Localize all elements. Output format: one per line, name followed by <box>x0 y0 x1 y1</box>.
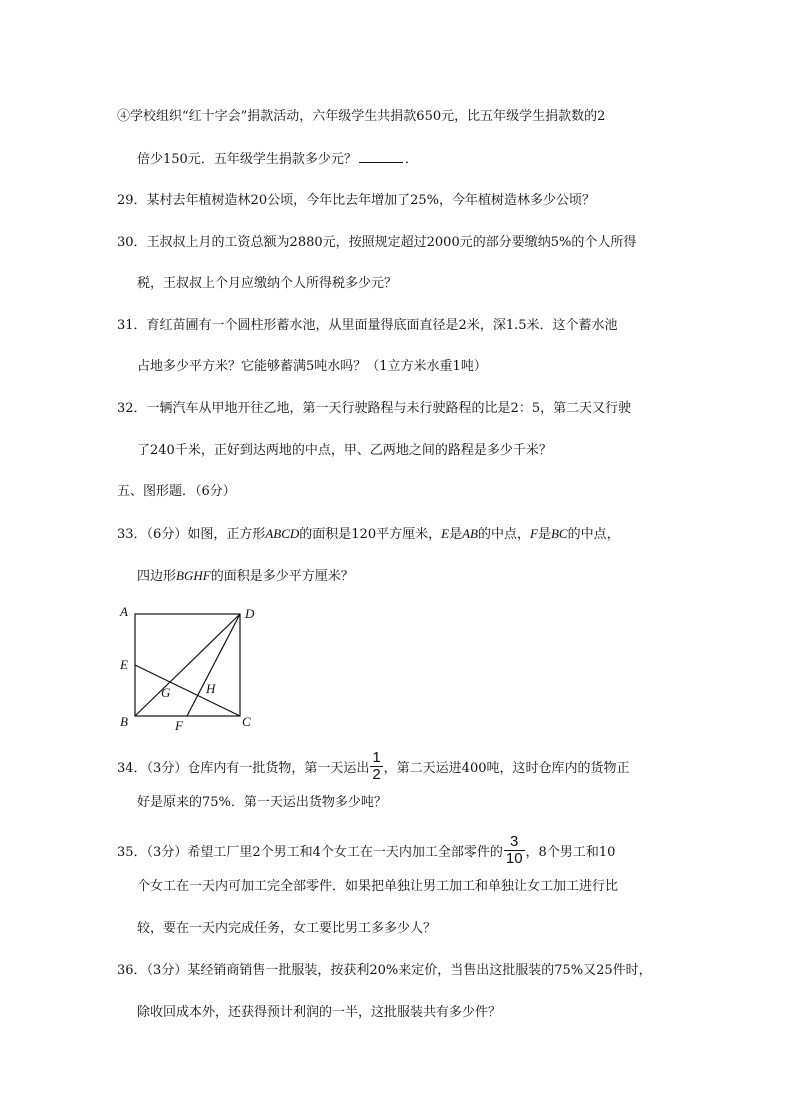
question-text: 34．（3分）仓库内有一批货物，第一天运出 <box>117 761 370 776</box>
section-five-title: 五、图形题．（6分） <box>117 484 236 499</box>
question-text: ，第二天运进400吨，这时仓库内的货物正 <box>383 761 630 776</box>
math-variable: AB <box>462 526 478 541</box>
fraction-denominator: 2 <box>372 766 381 783</box>
question-text: 的中点， <box>477 527 530 542</box>
question-30-line1: 30．王叔叔上月的工资总额为2880元，按照规定超过2000元的部分要缴纳5%的个人所得 <box>117 235 637 250</box>
question-text: 的中点， <box>567 527 620 542</box>
question-32-line2: 了240千米，正好到达两地的中点，甲、乙两地之间的路程是多少千米？ <box>137 443 552 458</box>
label-g: G <box>161 685 171 700</box>
math-variable: BGHF <box>176 568 211 583</box>
fraction <box>370 750 382 783</box>
question-prev4-line2 <box>137 150 418 169</box>
question-35-line3: 较，要在一天内完成任务，女工要比男工多多少人？ <box>137 921 437 936</box>
line-ec <box>135 665 240 716</box>
question-text: 是 <box>537 527 551 542</box>
label-f: F <box>175 718 183 733</box>
label-c: C <box>242 714 251 729</box>
square-figure <box>110 600 270 740</box>
question-29-line1: 29．某村去年植树造林20公顷，今年比去年增加了25%，今年植树造林多少公顷？ <box>117 193 595 208</box>
question-33-line2 <box>137 567 354 586</box>
question-35-line2: 个女工在一天内可加工完全部零件．如果把单独让男工加工和单独让女工加工进行比 <box>137 879 619 894</box>
question-31-line1: 31．育红苗圃有一个圆柱形蓄水池，从里面量得底面直径是2米，深1.5米．这个蓄水池 <box>117 318 618 333</box>
question-text: 倍少150元．五年级学生捐款多少元？ <box>137 152 357 167</box>
question-text: 是 <box>449 527 463 542</box>
label-a: A <box>120 604 128 619</box>
answer-blank <box>359 150 403 163</box>
question-36-line2: 除收回成本外，还获得预计利润的一半，这批服装共有多少件？ <box>137 1005 502 1020</box>
label-e: E <box>120 657 128 672</box>
question-text: 的面积是120平方厘米， <box>299 527 442 542</box>
fraction-numerator: 3 <box>510 833 519 850</box>
math-variable: F <box>529 526 538 541</box>
fraction-denominator: 10 <box>505 850 523 867</box>
question-36-line1: 36．（3分）某经销商销售一批服装，按获利20%来定价，当售出这批服装的75%又25件时， <box>117 963 652 978</box>
question-34-line1 <box>117 749 630 785</box>
question-32-line1: 32．一辆汽车从甲地开往乙地，第一天行驶路程与未行驶路程的比是2：5，第二天又行驶 <box>117 401 632 416</box>
question-30-line2: 税，王叔叔上个月应缴纳个人所得税多少元？ <box>137 276 398 291</box>
line-bd <box>135 614 240 716</box>
label-h: H <box>206 681 216 696</box>
question-33-line1 <box>117 525 620 544</box>
label-b: B <box>120 714 128 729</box>
question-text: 33．（6分）如图，正方形 <box>117 527 266 542</box>
line-fd <box>187 614 240 716</box>
fraction <box>504 834 525 867</box>
question-text: ． <box>404 152 418 167</box>
math-variable: E <box>441 526 450 541</box>
math-variable: ABCD <box>265 526 300 541</box>
question-text: 四边形 <box>137 569 177 584</box>
question-prev4-line1: ④学校组织“红十字会”捐款活动，六年级学生共捐款650元，比五年级学生捐款数的2 <box>117 109 606 124</box>
question-34-line2: 好是原来的75%．第一天运出货物多少吨？ <box>137 795 387 810</box>
question-35-line1 <box>117 833 616 869</box>
question-text: 的面积是多少平方厘米？ <box>210 569 354 584</box>
fraction-numerator: 1 <box>372 749 381 766</box>
question-text: 35．（3分）希望工厂里2个男工和4个女工在一天内加工全部零件的 <box>117 845 503 860</box>
question-text: ，8个男工和10 <box>525 845 616 860</box>
question-31-line2: 占地多少平方米？它能够蓄满5吨水吗？（1立方米水重1吨） <box>137 359 487 374</box>
label-d: D <box>245 606 255 621</box>
math-variable: BC <box>550 526 568 541</box>
